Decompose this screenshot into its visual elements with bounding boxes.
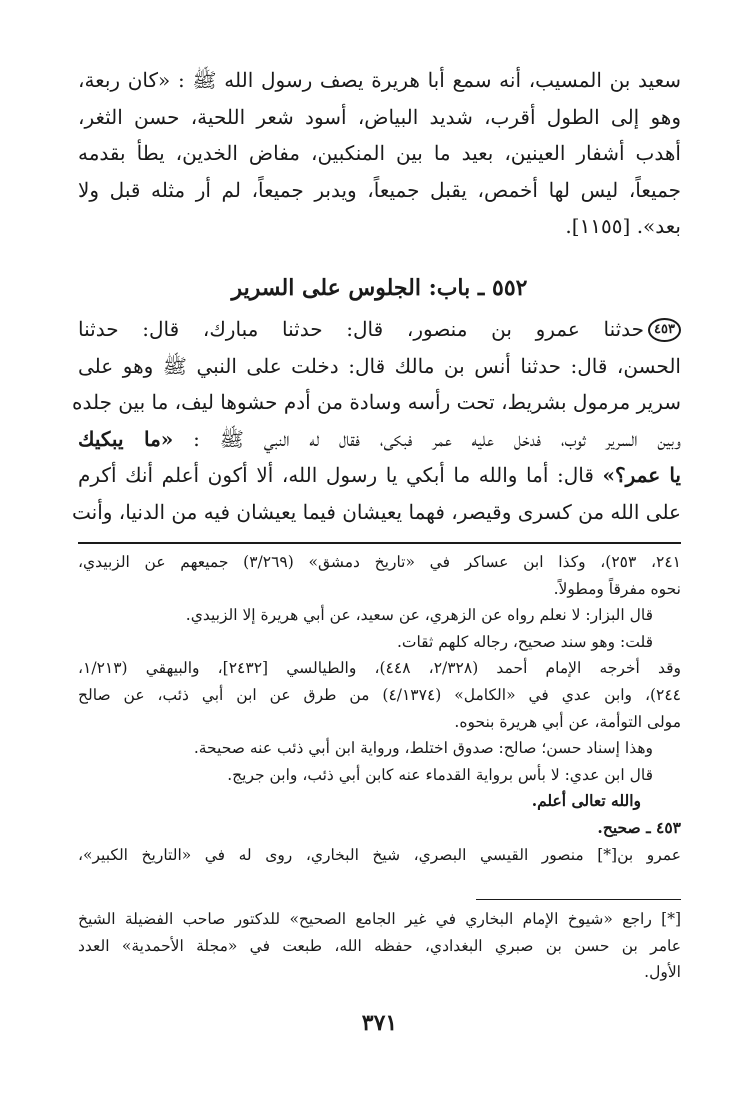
note-line: عمرو بن[*] منصور القيسي البصري، شيخ البخاري، روى له في «التاريخ الكبير»، (78, 845, 681, 864)
note-line: مولى التوأمة، عن أبي هريرة بنحوه. (454, 712, 681, 731)
note-line: قال البزار: لا نعلم رواه عن الزهري، عن سعيد، عن أبي هريرة إلا الزبيدي. (185, 606, 653, 625)
text-line: جميعاً، ليس لها أخمص، يقبل جميعاً، ويدبر جميعاً، لم أر مثله قبل ولا (78, 177, 681, 202)
book-page (71, 0, 682, 1097)
hadith-line (78, 457, 681, 494)
chapter-title: ٥٥٢ ـ باب: الجلوس على السرير (231, 275, 528, 301)
text-line: سعيد بن المسيب، أنه سمع أبا هريرة يصف رسول الله ﷺ : «كان ربعة، (78, 68, 682, 92)
hadith-text: قال: أما والله ما أبكي يا رسول الله، ألا أكون أعلم أنك أكرم (78, 463, 603, 487)
footnote-line: عامر بن حسن بن صبري البغدادي، حفظه الله، طبعت في «مجلة الأحمدية» العدد (78, 936, 681, 955)
note-line: وهذا إسناد حسن؛ صالح: صدوق اختلط، ورواية ابن أبي ذئب عنه صحيحة. (193, 739, 653, 758)
notes-separator (78, 542, 681, 544)
note-line: قال ابن عدي: لا بأس برواية القدماء عنه كابن أبي ذئب، وابن جريج. (227, 765, 653, 784)
text-line: أهدب أشفار العينين، بعيد ما بين المنكبين، مفاض الخدين، يطأ بقدمه (78, 141, 681, 165)
main-text (78, 62, 681, 245)
text-line: بعد». [١١٥٥]. (565, 214, 681, 238)
note-line: نحوه مفرقاً ومطولاً. (553, 579, 681, 598)
footnote-block (78, 906, 681, 986)
hadith-quote: يا عمر؟» (602, 463, 681, 487)
notes-block (78, 549, 681, 868)
hadith-line (78, 311, 681, 348)
footnote-separator (476, 899, 681, 900)
hadith-line: على الله من كسرى وقيصر، فهما يعيشان فيما يعيشان فيه من الدنيا، وأنت (72, 499, 681, 524)
hadith-text: وبين السرير ثوب، فدخل عليه عمر فبكى، فقال له النبي ﷺ : (173, 426, 681, 451)
hadith-quote: «ما يبكيك (78, 426, 174, 451)
footnote-line: الأول. (644, 963, 681, 982)
hadith-block (71, 311, 681, 530)
note-line: وقد أخرجه الإمام أحمد (٢/٣٢٨، ٤٤٨)، والطيالسي [٢٤٣٢]، والبيهقي (١/٢١٣، (78, 659, 681, 678)
note-line: والله تعالى أعلم. (531, 791, 641, 811)
hadith-text: حدثنا عمرو بن منصور، قال: حدثنا مبارك، قال: حدثنا (78, 317, 645, 341)
text-line: وهو إلى الطول أقرب، شديد البياض، أسود شعر اللحية، حسن الثغر، (78, 104, 681, 129)
footnote-line: [*] راجع «شيوخ الإمام البخاري في غير الجامع الصحيح» للدكتور صاحب الفضيلة الشيخ (78, 910, 681, 928)
hadith-number-badge: ٤٥٣ (648, 318, 681, 342)
hadith-line: سرير مرمول بشريط، تحت رأسه وسادة من أدم حشوها ليف، ما بين جلده (71, 390, 681, 414)
note-line: ٢٤١، ٢٥٣)، وكذا ابن عساكر في «تاريخ دمشق» (٣/٢٦٩) جميعهم عن الزبيدي، (78, 553, 682, 571)
note-line: قلت: وهو سند صحيح، رجاله كلهم ثقات. (396, 632, 653, 651)
note-line: ٢٤٤)، وابن عدي في «الكامل» (٤/١٣٧٤) من طرق عن ابن أبي ذئب، عن صالح (78, 685, 681, 704)
note-line: ٤٥٣ ـ صحيح. (597, 817, 681, 837)
hadith-line: الحسن، قال: حدثنا أنس بن مالك قال: دخلت على النبي ﷺ وهو على (78, 353, 681, 378)
hadith-line (78, 421, 681, 458)
page-number: ٣٧١ (361, 1010, 398, 1036)
